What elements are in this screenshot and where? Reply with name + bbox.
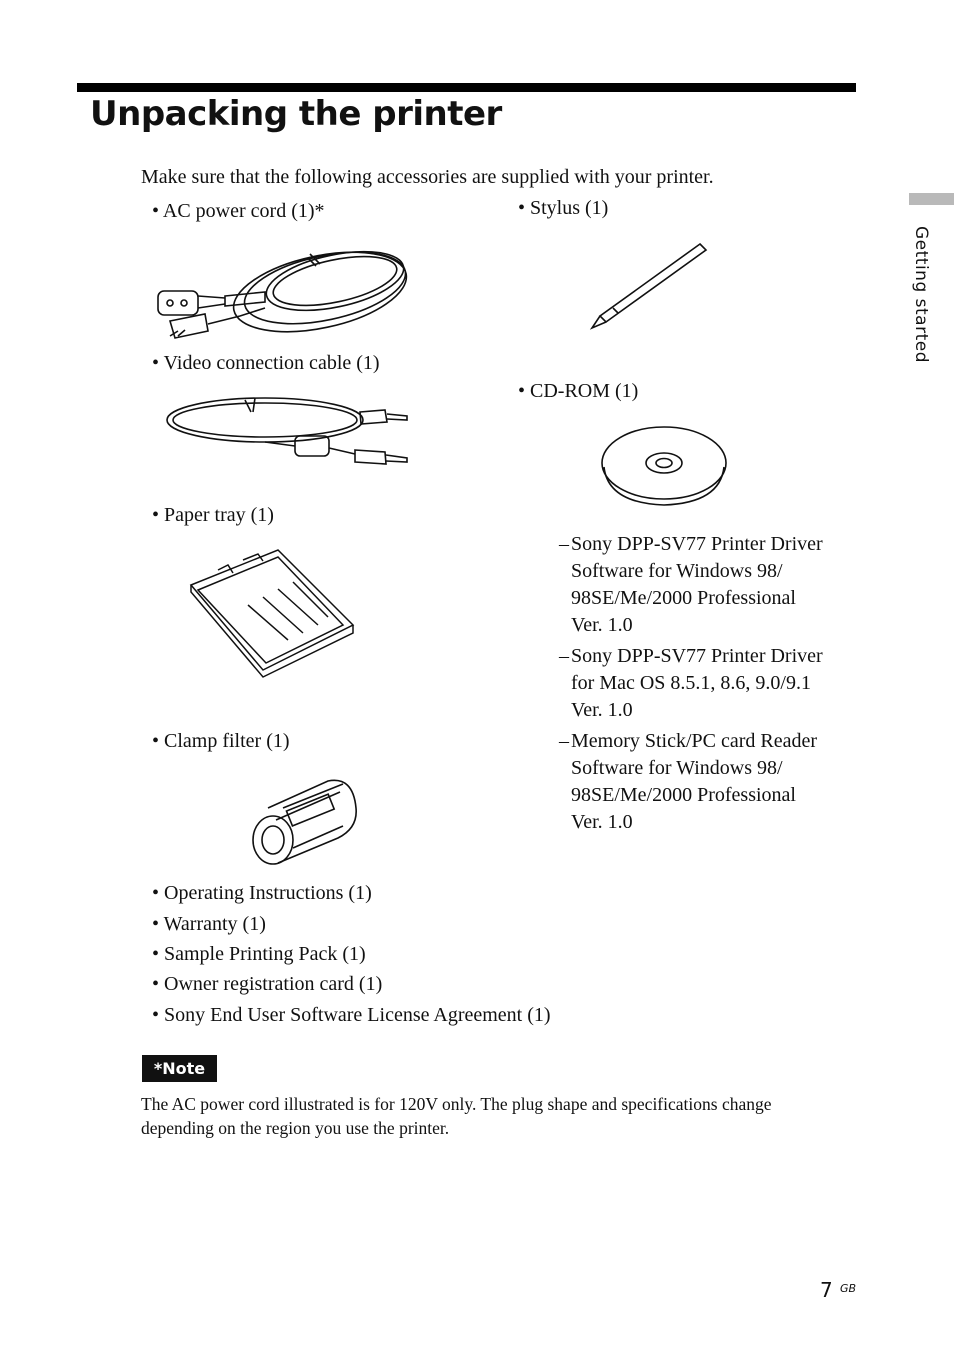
title-rule [77, 83, 856, 92]
software-line: Sony DPP-SV77 Printer Driver [571, 645, 823, 667]
paper-tray-illustration [188, 545, 358, 680]
software-entry [559, 728, 861, 836]
software-entry [559, 643, 861, 724]
software-line: Ver. 1.0 [571, 811, 633, 833]
item-video-cable: • Video connection cable (1) [152, 352, 380, 374]
item-cd-rom: • CD-ROM (1) [518, 380, 639, 402]
video-cable-illustration [165, 392, 415, 474]
section-tab-marker [909, 193, 954, 205]
stylus-illustration [588, 240, 713, 332]
software-entry [559, 531, 861, 639]
item-paper-tray: • Paper tray (1) [152, 504, 274, 526]
cd-rom-illustration [598, 425, 730, 507]
software-line: Sony DPP-SV77 Printer Driver [571, 533, 823, 555]
dash-marker: – [559, 645, 569, 667]
item-operating-instructions: • Operating Instructions (1) [152, 882, 372, 904]
clamp-filter-illustration [248, 778, 360, 866]
software-line: Ver. 1.0 [571, 614, 633, 636]
software-line: Software for Windows 98/ [571, 560, 783, 582]
software-line: Software for Windows 98/ [571, 757, 783, 779]
item-license-agreement: • Sony End User Software License Agreement (1) [152, 1004, 551, 1026]
software-line: Memory Stick/PC card Reader [571, 730, 818, 752]
intro-text: Make sure that the following accessories are supplied with your printer. [141, 166, 714, 188]
ac-power-cord-illustration [150, 236, 415, 346]
item-owner-registration-card: • Owner registration card (1) [152, 973, 383, 995]
page-region-code: GB [840, 1282, 857, 1295]
dash-marker: – [559, 730, 569, 752]
software-line: for Mac OS 8.5.1, 8.6, 9.0/9.1 [571, 672, 811, 694]
item-sample-printing-pack: • Sample Printing Pack (1) [152, 943, 366, 965]
item-warranty: • Warranty (1) [152, 913, 266, 935]
section-tab-label: Getting started [911, 226, 931, 364]
note-badge: *Note [142, 1055, 217, 1082]
item-ac-power-cord: • AC power cord (1)* [152, 200, 325, 222]
software-line: Ver. 1.0 [571, 699, 633, 721]
dash-marker: – [559, 533, 569, 555]
software-line: 98SE/Me/2000 Professional [571, 784, 796, 806]
item-stylus: • Stylus (1) [518, 197, 609, 219]
note-text: The AC power cord illustrated is for 120V only. The plug shape and specifications change depending on the region you use the printer. [141, 1094, 772, 1138]
software-line: 98SE/Me/2000 Professional [571, 587, 796, 609]
page-title: Unpacking the printer [90, 94, 502, 134]
item-clamp-filter: • Clamp filter (1) [152, 730, 290, 752]
page-number: 7 [820, 1278, 833, 1302]
